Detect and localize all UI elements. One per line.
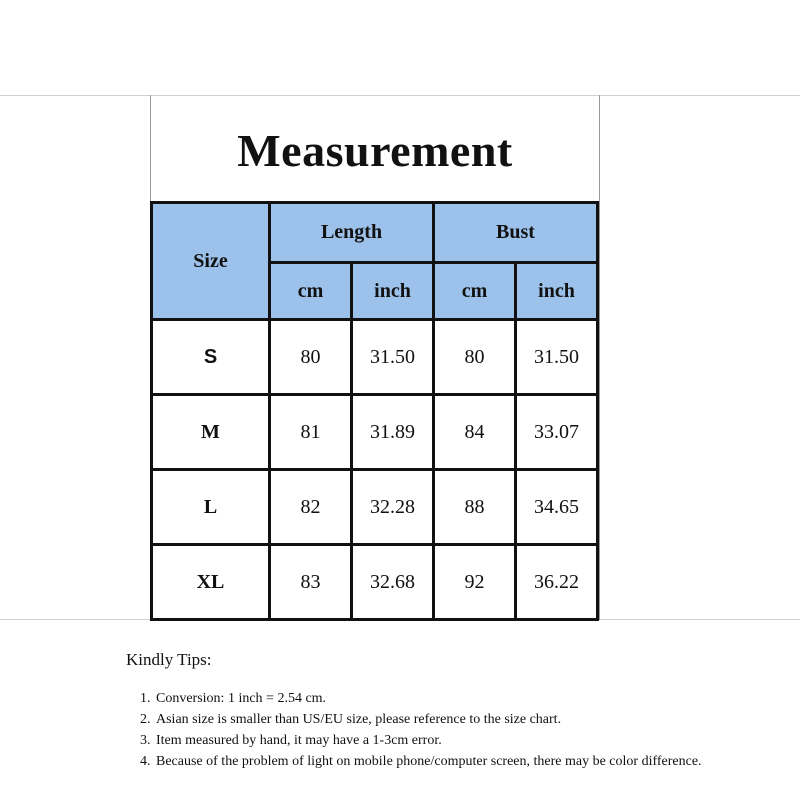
tips-section bbox=[126, 650, 766, 772]
page-title: Measurement bbox=[237, 124, 513, 176]
bust-inch-cell: 31.50 bbox=[516, 320, 598, 395]
size-label: S bbox=[152, 320, 270, 395]
table-row bbox=[152, 545, 598, 620]
size-label: M bbox=[152, 395, 270, 470]
tips-list bbox=[126, 688, 766, 772]
length-cm-cell: 83 bbox=[270, 545, 352, 620]
size-label: L bbox=[152, 470, 270, 545]
bust-cm-cell: 84 bbox=[434, 395, 516, 470]
length-inch-cell: 32.28 bbox=[352, 470, 434, 545]
table-row bbox=[152, 470, 598, 545]
bust-inch-cell: 33.07 bbox=[516, 395, 598, 470]
length-cm-header: cm bbox=[270, 263, 352, 320]
length-inch-cell: 32.68 bbox=[352, 545, 434, 620]
tip-item: 4. Because of the problem of light on mobile phone/computer screen, there may be color difference. bbox=[154, 751, 766, 772]
table-row bbox=[152, 395, 598, 470]
length-inch-cell: 31.50 bbox=[352, 320, 434, 395]
length-cm-cell: 81 bbox=[270, 395, 352, 470]
size-table bbox=[150, 201, 599, 621]
bust-cm-cell: 80 bbox=[434, 320, 516, 395]
bust-inch-header: inch bbox=[516, 263, 598, 320]
tip-item: 2. Asian size is smaller than US/EU size, please reference to the size chart. bbox=[154, 709, 766, 730]
tip-item: 3. Item measured by hand, it may have a 1-3cm error. bbox=[154, 730, 766, 751]
length-inch-header: inch bbox=[352, 263, 434, 320]
size-column-header: Size bbox=[152, 203, 270, 320]
length-group-header: Length bbox=[270, 203, 434, 263]
bust-inch-cell: 36.22 bbox=[516, 545, 598, 620]
table-row bbox=[152, 320, 598, 395]
tip-item: 1. Conversion: 1 inch = 2.54 cm. bbox=[154, 688, 766, 709]
bust-inch-cell: 34.65 bbox=[516, 470, 598, 545]
tips-title: Kindly Tips: bbox=[126, 650, 212, 669]
length-cm-cell: 80 bbox=[270, 320, 352, 395]
bust-cm-header: cm bbox=[434, 263, 516, 320]
length-inch-cell: 31.89 bbox=[352, 395, 434, 470]
bust-cm-cell: 92 bbox=[434, 545, 516, 620]
length-cm-cell: 82 bbox=[270, 470, 352, 545]
bust-group-header: Bust bbox=[434, 203, 598, 263]
size-label: XL bbox=[152, 545, 270, 620]
table-header-row bbox=[152, 203, 598, 263]
bust-cm-cell: 88 bbox=[434, 470, 516, 545]
